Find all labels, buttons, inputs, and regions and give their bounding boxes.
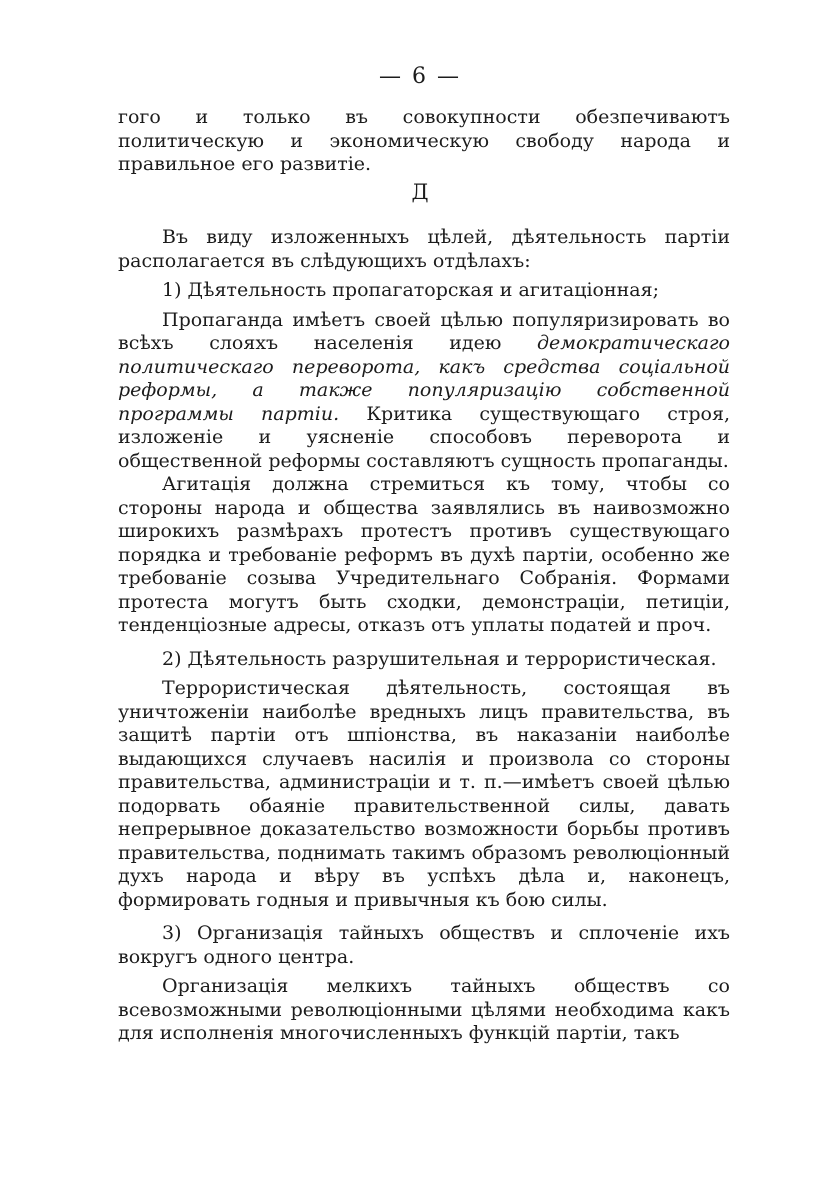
organization-paragraph: Организація мелкихъ тайныхъ обществъ со всевозможными революціонными цѣлями необходима какъ для исполненія многочисленныхъ функцій партіи, такъ xyxy=(118,975,730,1044)
continuation-text: гого и только въ совокупности обезпечиваютъ политическую и экономическую свободу народа и правильное его развитіе. xyxy=(118,106,730,175)
item1-heading: 1) Дѣятельность пропагаторская и агитаціонная; xyxy=(162,279,660,301)
intro-paragraph: Въ виду изложенныхъ цѣлей, дѣятельность партіи располагается въ слѣдующихъ отдѣлахъ: xyxy=(118,226,730,272)
item2-heading: 2) Дѣятельность разрушительная и террористическая. xyxy=(162,647,717,670)
continuation-paragraph xyxy=(118,106,730,177)
item3-heading: 3) Организація тайныхъ обществъ и сплоченіе ихъ вокругъ одного центра. xyxy=(118,922,730,968)
main-text xyxy=(118,226,730,1046)
page-number: — 6 — xyxy=(379,64,461,89)
terror-paragraph: Террористическая дѣятельность, состоящая въ уничтоженіи наиболѣе вредныхъ лицъ правительства, въ защитѣ партіи отъ шпіонства, въ наказаніи наиболѣе выдающихся случаевъ насилія и произвола со стороны правительства, администраціи и т. п.—имѣетъ своей цѣлью подорвать обаяніе правительственной силы, давать непрерывное доказательство возможности борьбы противъ правительства, поднимать такимъ образомъ революціонный духъ народа и вѣру въ успѣхъ дѣла и, наконецъ, формировать годныя и привычныя къ бою силы. xyxy=(118,677,730,911)
section-letter: Д xyxy=(411,180,429,204)
propaganda-end: Критика существующаго строя, изложеніе и уясненіе способовъ переворота и общественной реформы составляютъ сущность пропаганды. xyxy=(118,402,730,472)
agitation-paragraph: Агитація должна стремиться къ тому, чтобы со стороны народа и общества заявлялись въ наивозможно широкихъ размѣрахъ протестъ противъ существующаго порядка и требованіе реформъ въ духѣ партіи, особенно же требованіе созыва Учредительнаго Собранія. Формами протеста могутъ быть сходки, демонстраціи, петиціи, тенденціозные адресы, отказъ отъ уплаты податей и проч. xyxy=(118,473,730,636)
propaganda-start: Пропаганда имѣетъ своей цѣлью популяризировать во всѣхъ слояхъ населенія идею xyxy=(118,308,730,354)
propaganda-italic: демократическаго политическаго переворота, какъ средства соціальной реформы, а также популяризацію собственной программы партіи. xyxy=(118,332,730,425)
propaganda-paragraph xyxy=(118,309,730,474)
